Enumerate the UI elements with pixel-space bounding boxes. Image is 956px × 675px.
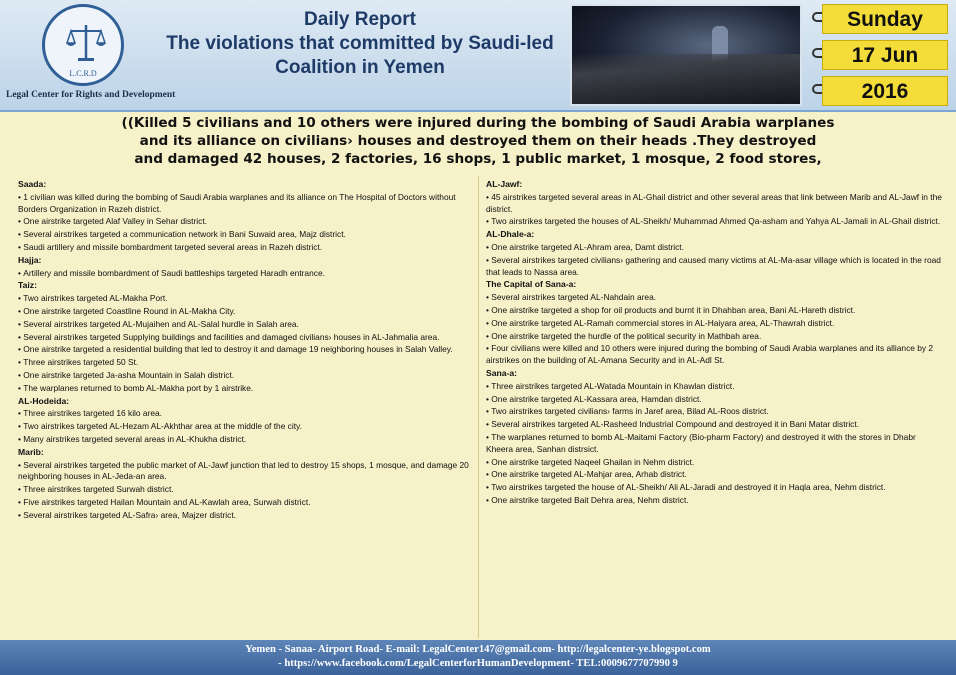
section-title: Sana-a: — [486, 367, 518, 378]
incident-item: • Two airstrikes targeted AL-Hezam AL-Akhthar area at the middle of the city. — [18, 421, 470, 433]
date-panel — [812, 0, 956, 110]
incident-item: • Saudi artillery and missile bombardment targeted several areas in Razeh district. — [18, 242, 470, 254]
incident-item: • Three airstrikes targeted 16 kilo area. — [18, 408, 470, 420]
incident-item: • One airstrike targeted Bait Dehra area, Nehm district. — [486, 495, 942, 507]
incident-item: • The warplanes returned to bomb AL-Maitami Factory (Bio-pharm Factory) and destroyed it with the stores in Dhabr Kheera area, Sanhan distrsict. — [486, 432, 942, 456]
incident-item: • Three airstrikes targeted AL-Watada Mountain in Khawlan district. — [486, 381, 942, 393]
section-title: AL-Dhale-a: — [486, 229, 535, 240]
incident-item: • One airstrike targeted Coastline Round in AL-Makha City. — [18, 306, 470, 318]
incident-item: • One airstrike targeted AL-Ahram area, Damt district. — [486, 242, 942, 254]
title-line-2: The violations that committed by Saudi-led — [166, 33, 554, 54]
date-day: Sunday — [822, 4, 948, 34]
org-name: Legal Center for Rights and Development — [6, 90, 176, 100]
incident-item: • Two airstrikes targeted the houses of AL-Sheikh/ Muhammad Ahmed Qa-asham and Yahya AL-Jamali in AL-Ghail district. — [486, 216, 942, 228]
incident-item: • Several airstrikes targeted the public market of AL-Jawf junction that led to destroy 15 shops, 1 mosque, and damage 20 neighboring houses in AL-Jeda-an area. — [18, 460, 470, 484]
incident-item: • Several airstrikes targeted AL-Rasheed Industrial Compound and destroyed it in Bani Matar district. — [486, 419, 942, 431]
incident-item: • One airstrike targeted a shop for oil products and burnt it in Dhahban area, Bani AL-Hareth district. — [486, 305, 942, 317]
incident-item: • One airstrike targeted the hurdle of the political security in Mathbah area. — [486, 331, 942, 343]
title-line-1: Daily Report — [304, 9, 416, 30]
column-divider — [478, 176, 479, 638]
title-line-3: Coalition in Yemen — [275, 57, 445, 78]
incident-item: • Several airstrikes targeted AL-Mujaihen and AL-Salal hurdle in Salah area. — [18, 319, 470, 331]
incident-item: • Two airstrikes targeted the house of AL-Sheikh/ Ali AL-Jaradi and destroyed it in Haqla area, Nehm district. — [486, 482, 942, 494]
footer-line-1: Yemen - Sanaa- Airport Road- E-mail: LegalCenter147@gmail.com- http://legalcenter-ye.blogspot.com — [245, 644, 711, 655]
incident-item: • Several airstrikes targeted a communication network in Bani Suwaid area, Majz district. — [18, 229, 470, 241]
incident-item: • Three airstrikes targeted 50 St. — [18, 357, 470, 369]
section-title: AL-Jawf: — [486, 179, 523, 189]
incident-item: • Four civilians were killed and 10 others were injured during the bombing of Saudi Arabia warplanes and its alliance by 2 airstrikes on the building of AL-Amana Security and in AL-Adl St. — [486, 343, 942, 367]
contact-footer — [0, 640, 956, 675]
incident-item: • 45 airstrikes targeted several areas in AL-Ghail district and other several areas that link between Marib and AL-Jawf in the district. — [486, 192, 942, 216]
footer-line-2: - https://www.facebook.com/LegalCenterforHumanDevelopment- TEL:0009677707990 9 — [278, 658, 678, 669]
date-day-month: 17 Jun — [822, 40, 948, 70]
incident-item: • Artillery and missile bombardment of Saudi battleships targeted Haradh entrance. — [18, 268, 470, 280]
headline-line-3: and damaged 42 houses, 2 factories, 16 shops, 1 public market, 1 mosque, 2 food stores, — [134, 151, 822, 167]
logo-abbreviation: L.C.R.D — [69, 69, 97, 78]
headline-line-1: ((Killed 5 civilians and 10 others were injured during the bombing of Saudi Arabia warplanes — [121, 115, 835, 131]
section-title: Marib: — [18, 446, 44, 457]
incident-item: • Many airstrikes targeted several areas in AL-Khukha district. — [18, 434, 470, 446]
incident-item: • Several airstrikes targeted Supplying buildings and facilities and damaged civilians› houses in AL-Jahmalia area. — [18, 332, 470, 344]
incident-item: • 1 civilian was killed during the bombing of Saudi Arabia warplanes and its alliance on The Hospital of Doctors without Borders Organization in Razeh district. — [18, 192, 470, 216]
incident-item: • One airstrike targeted Ja-asha Mountain in Salah district. — [18, 370, 470, 382]
section-title: AL-Hodeida: — [18, 395, 70, 406]
incident-item: • Several airstrikes targeted AL-Safra› area, Majzer district. — [18, 510, 470, 522]
incident-item: • Five airstrikes targeted Hailan Mountain and AL-Kawlah area, Surwah district. — [18, 497, 470, 509]
incident-item: • Two airstrikes targeted civilians› farms in Jaref area, Bilad AL-Roos district. — [486, 406, 942, 418]
section-title: Taiz: — [18, 280, 37, 291]
scales-icon — [63, 19, 109, 65]
section-title: Hajja: — [18, 254, 42, 265]
report-header — [0, 0, 956, 112]
incident-item: • Three airstrikes targeted Surwah district. — [18, 484, 470, 496]
incident-item: • One airstrike targeted AL-Ramah commercial stores in AL-Haiyara area, AL-Thawrah district. — [486, 318, 942, 330]
incident-item: • One airstrike targeted AL-Mahjar area, Arhab district. — [486, 469, 942, 481]
incident-item: • One airstrike targeted Alaf Valley in Sehar district. — [18, 216, 470, 228]
report-title — [150, 8, 570, 80]
logo-seal — [42, 4, 124, 86]
incident-item: • The warplanes returned to bomb AL-Makha port by 1 airstrike. — [18, 383, 470, 395]
headline-line-2: and its alliance on civilians› houses and destroyed them on their heads .They destroyed — [139, 133, 817, 149]
right-column — [486, 178, 942, 507]
incident-item: • Several airstrikes targeted civilians› gathering and caused many victims at AL-Ma-asar village which is located in the road that leads to Nassa area. — [486, 255, 942, 279]
incident-item: • One airstrike targeted Naqeel Ghailan in Nehm district. — [486, 457, 942, 469]
left-column — [18, 178, 470, 522]
incident-item: • One airstrike targeted a residential building that led to destroy it and damage 19 neighboring houses in Salah Valley. — [18, 344, 470, 356]
header-photo — [570, 4, 802, 106]
incident-item: • One airstrike targeted AL-Kassara area, Hamdan district. — [486, 394, 942, 406]
incident-item: • Several airstrikes targeted AL-Nahdain area. — [486, 292, 942, 304]
incident-item: • Two airstrikes targeted AL-Makha Port. — [18, 293, 470, 305]
section-title: Saada: — [18, 179, 47, 189]
report-headline — [10, 114, 946, 168]
photo-rubble — [572, 54, 800, 104]
section-title: The Capital of Sana-a: — [486, 279, 577, 290]
date-year: 2016 — [822, 76, 948, 106]
